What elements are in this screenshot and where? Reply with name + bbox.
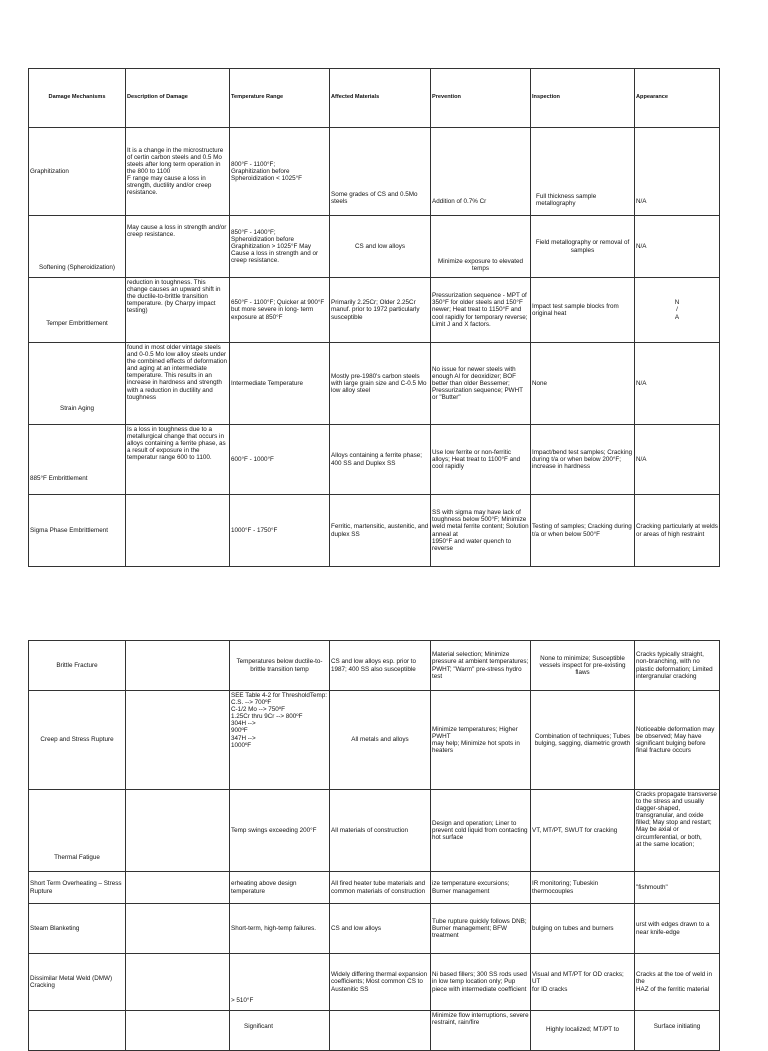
materials-cell: All materials of construction bbox=[330, 790, 431, 872]
prevention-cell: SS with sigma may have lack of toughness below 500°F; Minimize weld metal ferrite content; Solution anneal at 1950°F and water quench to reverse bbox=[431, 495, 531, 567]
table-row bbox=[29, 495, 720, 567]
materials-cell: CS and low alloys esp. prior to 1987; 400 SS also susceptible bbox=[330, 641, 431, 691]
appearance-cell: Cracks typically straight, non-branching, with no plastic deformation; Limited intergranular cracking bbox=[635, 641, 720, 691]
table-row bbox=[29, 904, 720, 954]
header-temperature-range: Temperature Range bbox=[230, 69, 330, 128]
appearance-cell: N/A bbox=[635, 343, 720, 425]
prevention-cell: Pressurization sequence - MPT of 350°F for older steels and 150°F newer; Heat treat to 1150°F and cool rapidly for temporary reverse; Limit J and X factors. bbox=[431, 278, 531, 343]
mechanism-name: Strain Aging bbox=[29, 343, 126, 425]
inspection-cell: Visual and MT/PT for OD cracks; UT for ID cracks bbox=[531, 954, 635, 1011]
materials-cell: Some grades of CS and 0.5Mo steels bbox=[330, 128, 431, 216]
table-row bbox=[29, 216, 720, 278]
damage-mechanisms-table-2 bbox=[28, 640, 720, 1051]
description-cell bbox=[126, 904, 230, 954]
inspection-cell: Field metallography or removal of samples bbox=[531, 216, 635, 278]
description-cell bbox=[126, 1011, 230, 1051]
appearance-cell: urst with edges drawn to a near knife-edge bbox=[635, 904, 720, 954]
temperature-cell: Significant bbox=[230, 1011, 330, 1051]
mechanism-name: Sigma Phase Embrittlement bbox=[29, 495, 126, 567]
inspection-cell: Full thickness sample metallography bbox=[531, 128, 635, 216]
appearance-cell: Cracks propagate transverse to the stress and usually dagger-shaped, transgranular, and oxide filled; May stop and restart; May be axial or circumferential, or both, at the same location; bbox=[635, 790, 720, 872]
table-header-row bbox=[29, 69, 720, 128]
inspection-cell: Impact test sample blocks from original heat bbox=[531, 278, 635, 343]
materials-cell bbox=[330, 1011, 431, 1051]
prevention-cell: ize temperature excursions; Burner management bbox=[431, 872, 531, 904]
materials-cell: All metals and alloys bbox=[330, 691, 431, 790]
prevention-cell: Material selection; Minimize pressure at ambient temperatures; PWHT; "Warm" pre-stress hydro test bbox=[431, 641, 531, 691]
inspection-cell: None to minimize; Susceptible vessels inspect for pre-existing flaws bbox=[531, 641, 635, 691]
appearance-cell: Cracking particularly at welds or areas of high restraint bbox=[635, 495, 720, 567]
temperature-cell: 800°F - 1100°F; Graphitization before Spheroidization < 1025°F bbox=[230, 128, 330, 216]
temperature-cell: > 510°F bbox=[230, 954, 330, 1011]
header-affected-materials: Affected Materials bbox=[330, 69, 431, 128]
prevention-cell: Ni based fillers; 300 SS rods used in low temp location only; Pup piece with intermediate coefficient bbox=[431, 954, 531, 1011]
mechanism-name: Thermal Fatigue bbox=[29, 790, 126, 872]
prevention-cell: Design and operation; Liner to prevent cold liquid from contacting hot surface bbox=[431, 790, 531, 872]
temperature-cell: Intermediate Temperature bbox=[230, 343, 330, 425]
table-row bbox=[29, 954, 720, 1011]
table-row bbox=[29, 278, 720, 343]
description-cell: found in most older vintage steels and 0-0.5 Mo low alloy steels under the combined effects of deformation and aging at an intermediate temperature. This results in an increase in hardness and strength with a reduction in ductility and toughness bbox=[126, 343, 230, 425]
appearance-cell: N/A bbox=[635, 425, 720, 495]
temperature-cell: Temperatures below ductile-to-brittle transition temp bbox=[230, 641, 330, 691]
temperature-cell: erheating above design temperature bbox=[230, 872, 330, 904]
damage-mechanisms-table-1 bbox=[28, 68, 720, 567]
mechanism-name: Temper Embrittlement bbox=[29, 278, 126, 343]
description-cell bbox=[126, 641, 230, 691]
appearance-cell: Cracks at the toe of weld in the HAZ of the ferritic material bbox=[635, 954, 720, 1011]
description-cell bbox=[126, 790, 230, 872]
appearance-cell: N/A bbox=[635, 216, 720, 278]
prevention-cell: Addition of 0.7% Cr bbox=[431, 128, 531, 216]
prevention-cell: Use low ferrite or non-ferritic alloys; Heat treat to 1100°F and cool rapidly bbox=[431, 425, 531, 495]
materials-cell: Primarily 2.25Cr; Older 2.25Cr manuf. prior to 1972 particularly susceptible bbox=[330, 278, 431, 343]
mechanism-name: 885°F Embrittlement bbox=[29, 425, 126, 495]
table-row bbox=[29, 641, 720, 691]
description-cell bbox=[126, 495, 230, 567]
appearance-cell: N/A bbox=[635, 128, 720, 216]
description-cell: Is a loss in toughness due to a metallurgical change that occurs in alloys containing a ferrite phase, as a result of exposure in the temperatur range 600 to 1100. bbox=[126, 425, 230, 495]
header-prevention: Prevention bbox=[431, 69, 531, 128]
inspection-cell: Highly localized; MT/PT to bbox=[531, 1011, 635, 1051]
appearance-cell: Noticeable deformation may be observed; May have significant bulging before final fracture occurs bbox=[635, 691, 720, 790]
mechanism-name: Steam Blanketing bbox=[29, 904, 126, 954]
prevention-cell: No issue for newer steels with enough Al for deoxidizer; BOF better than older Bessemer; Pressurization sequence; PWHT or "Butter" bbox=[431, 343, 531, 425]
inspection-cell: IR monitoring; Tubeskin thermocouples bbox=[531, 872, 635, 904]
description-cell bbox=[126, 872, 230, 904]
prevention-cell: Minimize flow interruptions, severe restraint, rain/fire bbox=[431, 1011, 531, 1051]
header-appearance: Appearance bbox=[635, 69, 720, 128]
appearance-cell: N / A bbox=[635, 278, 720, 343]
mechanism-name: Short Term Overheating – Stress Rupture bbox=[29, 872, 126, 904]
table-row bbox=[29, 691, 720, 790]
temperature-cell: SEE Table 4-2 for ThresholdTemp: C.S. --> 700ºF C-1/2 Mo --> 750ºF 1.25Cr thru 9Cr --> 800ºF 304H --> 900ºF 347H --> 1000ºF bbox=[230, 691, 330, 790]
inspection-cell: bulging on tubes and burners bbox=[531, 904, 635, 954]
mechanism-name bbox=[29, 1011, 126, 1051]
table-row bbox=[29, 872, 720, 904]
temperature-cell: 600°F - 1000°F bbox=[230, 425, 330, 495]
materials-cell: CS and low alloys bbox=[330, 904, 431, 954]
inspection-cell: VT, MT/PT, SWUT for cracking bbox=[531, 790, 635, 872]
temperature-cell: Short-term, high-temp failures. bbox=[230, 904, 330, 954]
table-row bbox=[29, 343, 720, 425]
materials-cell: CS and low alloys bbox=[330, 216, 431, 278]
temperature-cell: 1000°F - 1750°F bbox=[230, 495, 330, 567]
materials-cell: Mostly pre-1980's carbon steels with large grain size and C-0.5 Mo low alloy steel bbox=[330, 343, 431, 425]
prevention-cell: Tube rupture quickly follows DNB; Burner management; BFW treatment bbox=[431, 904, 531, 954]
temperature-cell: 650°F - 1100°F; Quicker at 900°F but more severe in long- term exposure at 850°F bbox=[230, 278, 330, 343]
mechanism-name: Brittle Fracture bbox=[29, 641, 126, 691]
table-row bbox=[29, 425, 720, 495]
table-row bbox=[29, 1011, 720, 1051]
inspection-cell: Impact/bend test samples; Cracking during t/a or when below 200°F; increase in hardness bbox=[531, 425, 635, 495]
mechanism-name: Graphitization bbox=[29, 128, 126, 216]
description-cell: It is a change in the microstructure of certin carbon steels and 0.5 Mo steels after long term operation in the 800 to 1100 F range may cause a loss in strength, ductility and/or creep resistance. bbox=[126, 128, 230, 216]
description-cell: reduction in toughness. This change causes an upward shift in the ductile-to-brittle transition temperature. (by Charpy impact testing) bbox=[126, 278, 230, 343]
table-row bbox=[29, 128, 720, 216]
materials-cell: All fired heater tube materials and common materials of construction bbox=[330, 872, 431, 904]
temperature-cell: Temp swings exceeding 200°F bbox=[230, 790, 330, 872]
appearance-cell: Surface initiating bbox=[635, 1011, 720, 1051]
inspection-cell: Combination of techniques; Tubes bulging, sagging, diametric growth bbox=[531, 691, 635, 790]
inspection-cell: Testing of samples; Cracking during t/a or when below 500°F bbox=[531, 495, 635, 567]
materials-cell: Ferritic, martensitic, austenitic, and duplex SS bbox=[330, 495, 431, 567]
prevention-cell: Minimize exposure to elevated temps bbox=[431, 216, 531, 278]
materials-cell: Widely differing thermal expansion coefficients; Most common CS to Austenitic SS bbox=[330, 954, 431, 1011]
description-cell: May cause a loss in strength and/or creep resistance. bbox=[126, 216, 230, 278]
header-description: Description of Damage bbox=[126, 69, 230, 128]
mechanism-name: Creep and Stress Rupture bbox=[29, 691, 126, 790]
mechanism-name: Dissimilar Metal Weld (DMW) Cracking bbox=[29, 954, 126, 1011]
materials-cell: Alloys containing a ferrite phase; 400 SS and Duplex SS bbox=[330, 425, 431, 495]
prevention-cell: Minimize temperatures; Higher PWHT may help; Minimize hot spots in heaters bbox=[431, 691, 531, 790]
header-damage-mechanisms: Damage Mechanisms bbox=[29, 69, 126, 128]
temperature-cell: 850°F - 1400°F; Spheroidization before Graphitization > 1025°F May Cause a loss in strength and or creep resistance. bbox=[230, 216, 330, 278]
description-cell bbox=[126, 954, 230, 1011]
header-inspection: Inspection bbox=[531, 69, 635, 128]
description-cell bbox=[126, 691, 230, 790]
mechanism-name: Softening (Spheroidization) bbox=[29, 216, 126, 278]
table-row bbox=[29, 790, 720, 872]
inspection-cell: None bbox=[531, 343, 635, 425]
appearance-cell: "fishmouth" bbox=[635, 872, 720, 904]
